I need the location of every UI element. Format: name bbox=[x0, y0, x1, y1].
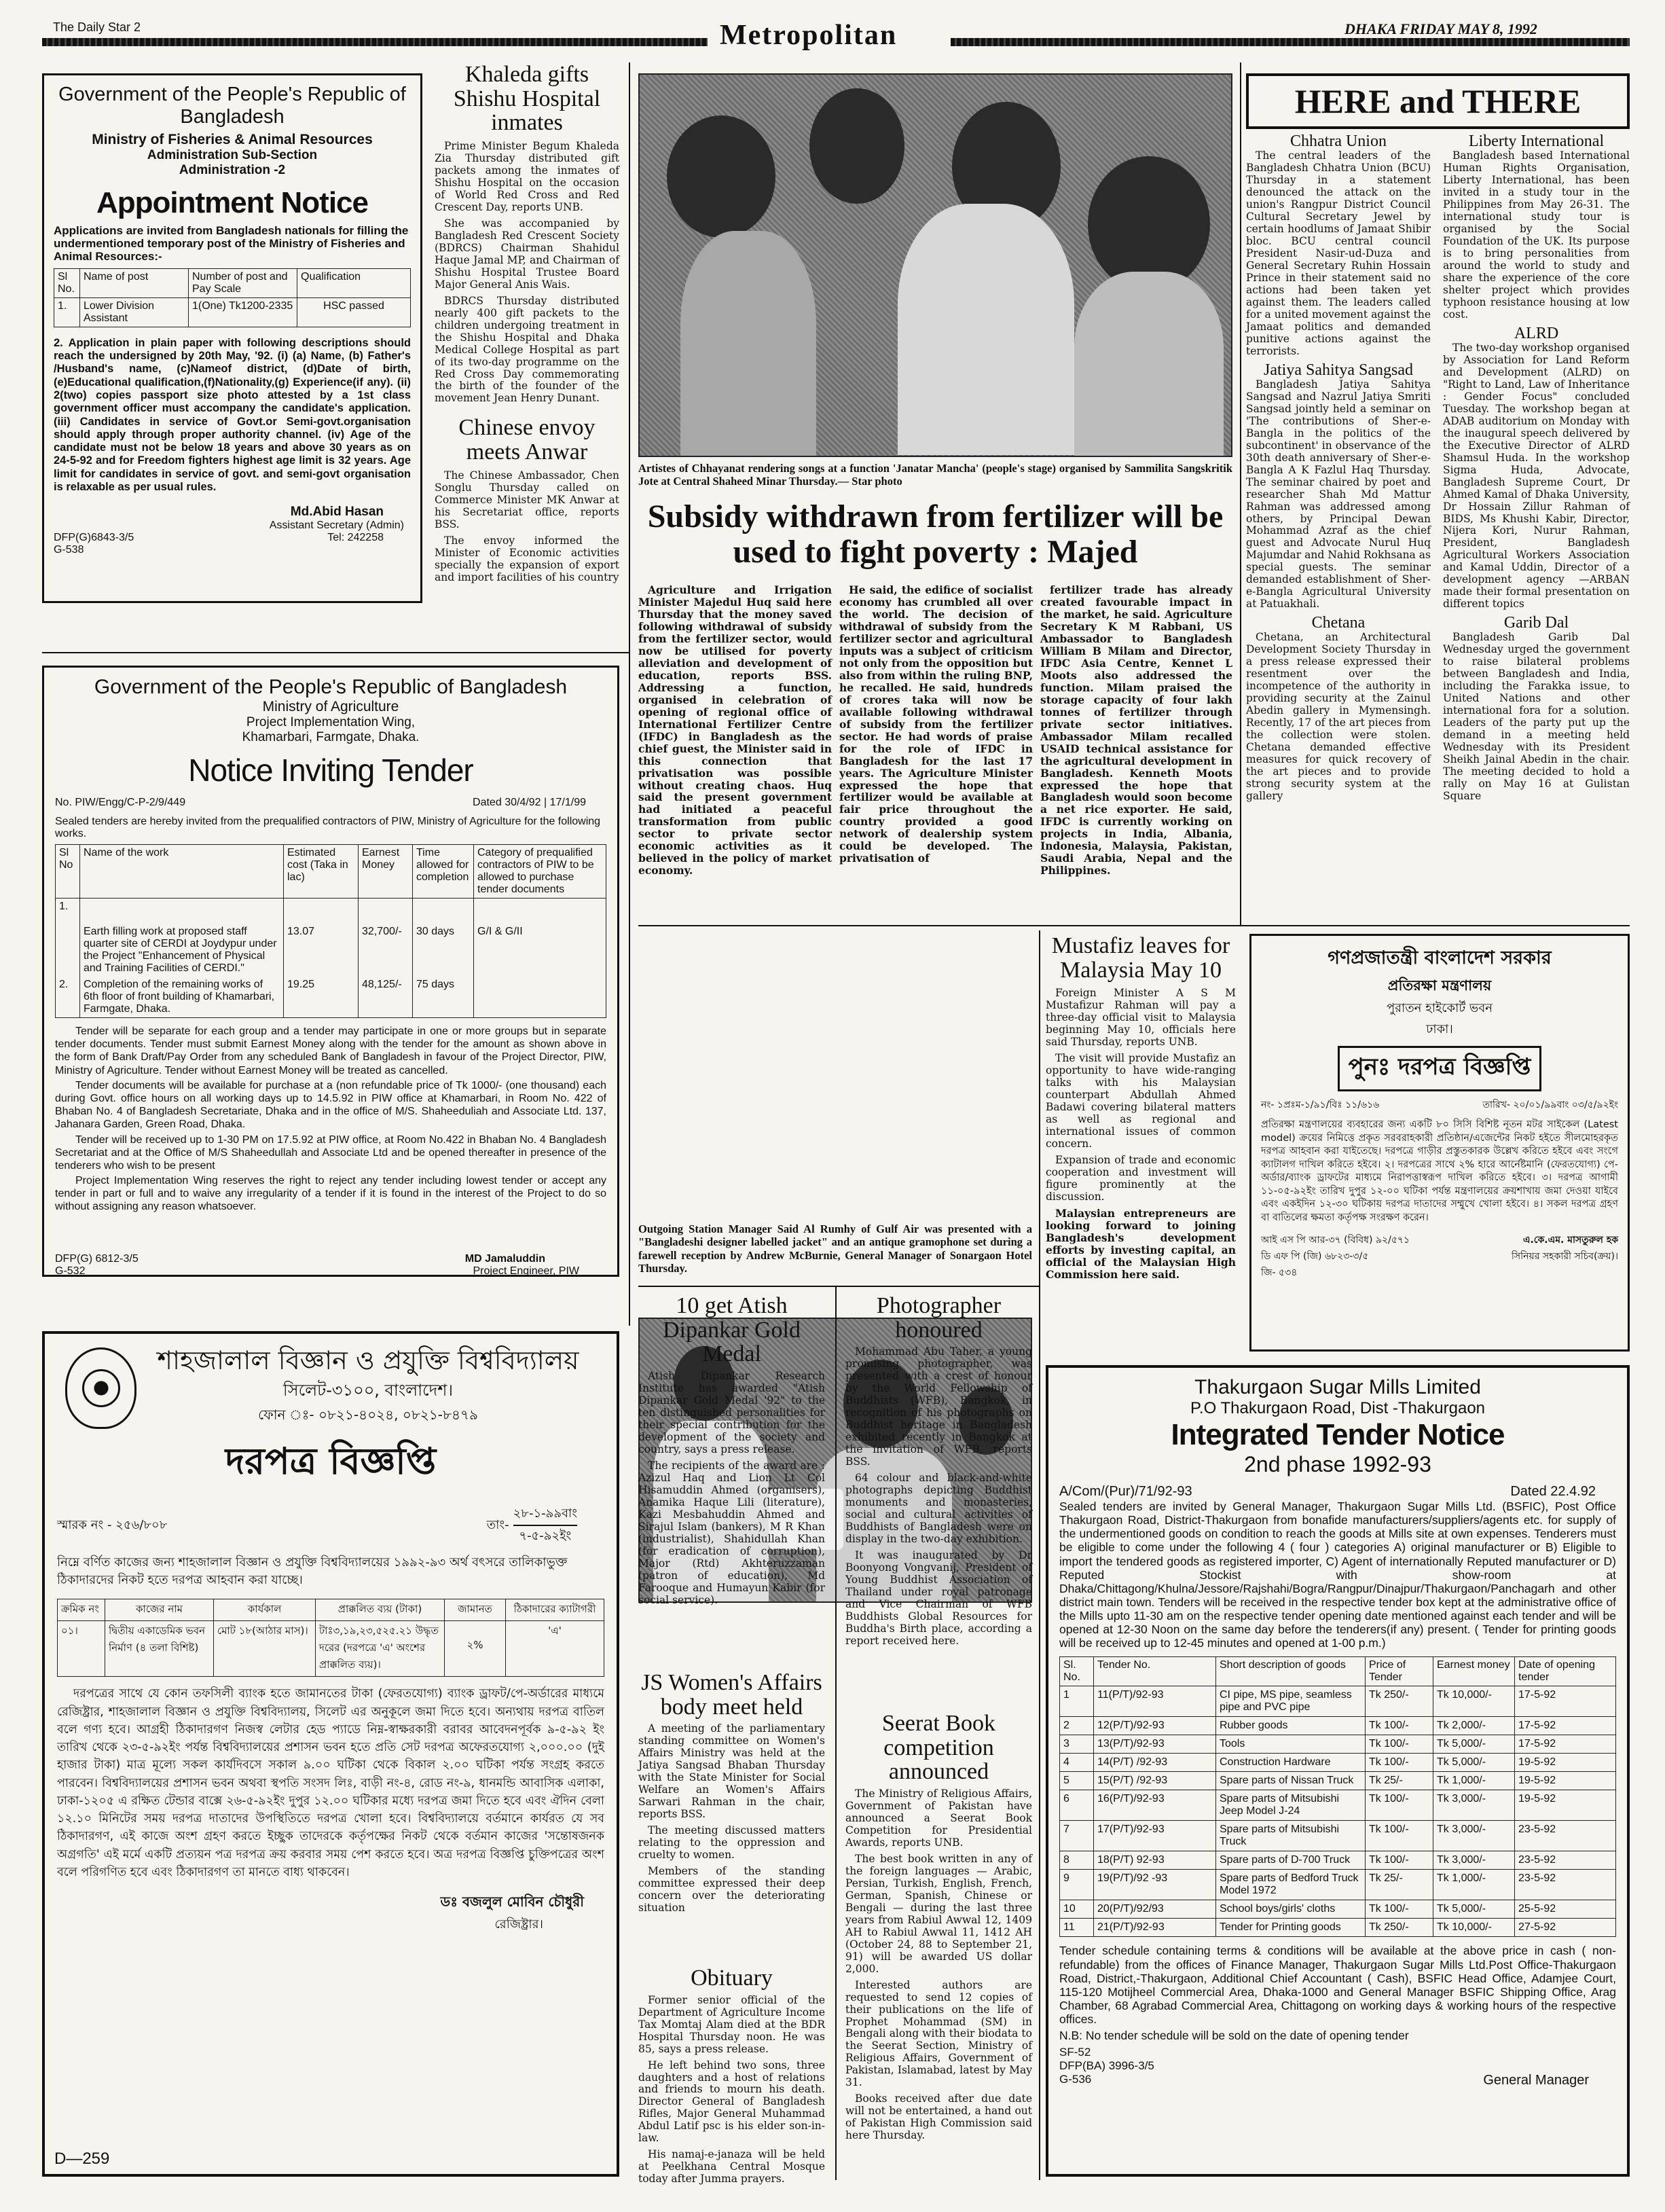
table-cell: Tools bbox=[1216, 1735, 1366, 1754]
defence-tender-ad bbox=[1249, 934, 1630, 1352]
table-header: কার্যকাল bbox=[214, 1599, 316, 1621]
row-rule bbox=[638, 1286, 1039, 1287]
column-rule bbox=[835, 1287, 837, 2180]
table-cell: Spare parts of D-700 Truck bbox=[1216, 1851, 1366, 1870]
ad-body: 2. Application in plain paper with following descriptions should reach the undersigned by 20th May, '92. (i) (a) Name, (b) Father's /Husband's name, (c)Nameof district, (d)Date of birth, (e)Educational qualification,(f)Nationality,(g) Experience(if any). (ii) 2(two) copies passport size photo attested by a 1st class government officer must accompany the candidate's application. (iii) Candidates in service of Govt.or Semi-govt.organisation should apply through proper authority channel. (iv) Age of the candidate must not be below 18 years and above 30 years as on 24-5-92 and for Freedom fighters highest age limit is 32 years. Age limit for candidates in service of govt. and semi-govt organisation is relaxable as per usual rules. bbox=[54, 336, 411, 494]
mustafiz-p1: Foreign Minister A S M Mustafizur Rahman will pay a three-day official visit to Malaysia beginning May 10, officials here said Thursday, reports UNB. bbox=[1046, 987, 1236, 1049]
table-row bbox=[1060, 1772, 1616, 1790]
photographer-p3: It was inaugurated by Dr Boonyong Vongvanij, President of Young Buddhist Association of Thailand under royal patronage and Vice Chairman of WFB Buddhists Global Resources for Buddha's Birth place, according a report received here. bbox=[845, 1548, 1032, 1647]
table-cell: Tk 10,000/- bbox=[1433, 1686, 1515, 1717]
mustafiz-headline: Mustafiz leaves for Malaysia May 10 bbox=[1051, 933, 1230, 983]
university-logo bbox=[65, 1347, 136, 1429]
table-cell: 19(P/T)/92 -93 bbox=[1094, 1870, 1216, 1900]
section-title: Metropolitan bbox=[720, 20, 898, 51]
table-cell: 20(P/T)/92/93 bbox=[1094, 1900, 1216, 1919]
table-cell: 19.25 bbox=[284, 977, 359, 1018]
ad-designation: Assistant Secretary (Admin) bbox=[269, 520, 404, 532]
table-header: Name of the work bbox=[80, 845, 284, 899]
js-women-story bbox=[638, 1671, 825, 1915]
table-cell: Lower Division Assistant bbox=[80, 297, 189, 327]
ad-ref: DFP(BA) 3996-3/5 bbox=[1059, 2059, 1154, 2073]
ad-wing: Project Implementation Wing, bbox=[246, 715, 416, 729]
ad-sub1: Administration Sub-Section bbox=[147, 147, 318, 162]
seerat-p1: The Ministry of Religious Affairs, Government of Pakistan have announced a Seerat Book Competition for Presidential Awards, reports UNB. bbox=[845, 1788, 1032, 1849]
seerat-p2: The best book written in any of the foreign languages — Arabic, Persian, Turkish, English, French, German, Spanish, Chinese or Bengali — during the last three years from Rabiul Awwal 12, 1409 AH to Rabiul Awwal 11, 1412 AH (October 24, 88 to September 21, 91) will be awarded US dollar 2,000. bbox=[845, 1852, 1032, 1975]
table-header: Short description of goods bbox=[1216, 1657, 1366, 1686]
item-head: Chhatra Union bbox=[1290, 132, 1387, 150]
table-cell: Tk 5,000/- bbox=[1433, 1900, 1515, 1919]
ad-org: Government of the People's Republic of Bangladesh bbox=[58, 84, 406, 128]
mustafiz-p3: Expansion of trade and economic cooperation and investment will figure prominently at the discussion. bbox=[1046, 1153, 1236, 1203]
table-cell: দ্বিতীয় একাডেমিক ভবন নির্মাণ (৪ তলা বিশিষ্ট) bbox=[105, 1621, 214, 1677]
ad-signer: General Manager bbox=[1483, 2073, 1589, 2088]
table-cell: Earth filling work at proposed staff quarter site of CERDI at Joydypur under the Project "Enhancement of Physical and Training Facilities of CERDI." bbox=[80, 899, 284, 977]
table-cell: Tk 25/- bbox=[1366, 1772, 1433, 1790]
dated-label: Dated bbox=[473, 797, 502, 808]
fisheries-appointment-ad bbox=[42, 73, 422, 603]
table-cell: 27-5-92 bbox=[1515, 1919, 1616, 1937]
ad-sub2: Administration -2 bbox=[179, 162, 286, 177]
table-header: Price of Tender bbox=[1366, 1657, 1433, 1686]
tender-table bbox=[1059, 1656, 1616, 1937]
subsidy-text-1: Agriculture and Irrigation Minister Majedul Huq said here Thursday that the money saved following withdrawal of subsidy from the fertilizer sector, would now be utilised for poverty alleviation and development of education, reports BSS. Addressing a function, organised in celebration of opening of regional office of International Fertilizer Centre (IFDC) in Bangladesh as the chief guest, the Minister said in this connection that privatisation was possible without creating chaos. Huq said the present government had initiated a peaceful transformation from public sector to private sector economic activities as it believed in the policy of market economy. bbox=[638, 583, 832, 877]
table-cell: Tk 1,000/- bbox=[1433, 1870, 1515, 1900]
table-cell: School boys/girls' cloths bbox=[1216, 1900, 1366, 1919]
table-cell: 14(P/T) /92-93 bbox=[1094, 1754, 1216, 1772]
khaleda-p2: She was accompanied by Bangladesh Red Crescent Society (BDRCS) Chairman Shahidul Haque Jamal MP, and Chairman of Shishu Hospital Trustee Board Major General Anis Wais. bbox=[435, 217, 619, 291]
table-row bbox=[1060, 1821, 1616, 1851]
item-text: Bangladesh Garib Dal Wednesday urged the government to raise bilateral problems between Bangladesh and India, including the Farakka issue, to United Nations and other international fora for a solution. Leaders of the party put up the demand in a meeting held Wednesday with its President Sheikh Jainal Abedin in the chair. The meeting decided to hold a rally on May 16 at Gulistan Square bbox=[1443, 631, 1630, 803]
table-row bbox=[1060, 1717, 1616, 1735]
ad-ministry: Ministry of Agriculture bbox=[262, 699, 399, 714]
ad-signer: এ.কে.এম. মাসতুরুল হক bbox=[1522, 1234, 1618, 1246]
table-cell: 18(P/T) 92-93 bbox=[1094, 1851, 1216, 1870]
table-cell: 23-5-92 bbox=[1515, 1851, 1616, 1870]
envoy-p2: The envoy informed the Minister of Economic activities specially the expansion of export and import facilities of his country bbox=[435, 534, 619, 583]
table-cell: 16(P/T)/92-93 bbox=[1094, 1790, 1216, 1821]
sugar-mills-tender-ad bbox=[1046, 1365, 1630, 2177]
table-header: ক্রমিক নং bbox=[58, 1599, 105, 1621]
table-cell: মোট ১৮(আঠার মাস)। bbox=[214, 1621, 316, 1677]
works-table bbox=[55, 844, 606, 1018]
table-header: Name of post bbox=[80, 268, 189, 297]
table-cell: 4 bbox=[1060, 1754, 1094, 1772]
table-cell: Tk 5,000/- bbox=[1433, 1735, 1515, 1754]
atish-headline: 10 get Atish Dipankar Gold Medal bbox=[662, 1293, 801, 1367]
ad-ref: আই এস পি আর-৩৭ (বিবিধ) ৯২/৫৭১ bbox=[1261, 1234, 1410, 1246]
table-header: Sl No bbox=[56, 845, 80, 899]
table-cell: CI pipe, MS pipe, seamless pipe and PVC pipe bbox=[1216, 1686, 1366, 1717]
js-p2: The meeting discussed matters relating to the oppression and cruelty to women. bbox=[638, 1824, 825, 1862]
table-header: Sl No. bbox=[54, 268, 80, 297]
table-cell: Spare parts of Bedford Truck Model 1972 bbox=[1216, 1870, 1366, 1900]
ad-body: প্রতিরক্ষা মন্ত্রণালয়ের ব্যবহারের জন্য একটি ৮০ সিসি বিশিষ্ট নূতন মটর সাইকেল (Latest model) ক্রয়ের নিমিত্তে প্রকৃত সরবরাহকারী প্রতিষ্ঠান/এজেন্টের নিকট হইতে সীলমোহরকৃত দরপত্র আহবান করা যাইতেছে। দরপত্রে গাড়ীর প্রস্তুতকারক উল্লেখ করিতে হইবে এবং সংগে ক্যাটালগ দাখিল করিতে হইবে। ২। দরপত্রের সাথে ২% হারে আর্নেষ্টমানি (ফেরতযোগ্য) পে-অর্ডার/ব্যাংক ড্রাফটের মাধ্যমে নিরাপত্তাস্বরূপ দাখিল করিতে হইবে। ৩। দরপত্র আগামী ১১-০৫-৯২ইং তারিখ দুপুর ১২-০০ ঘটিকা পর্যন্ত মন্ত্রণালয়ের ক্রয়শাখায় জমা দেওয়া যাইবে এবং একইদিন ১২-৩০ ঘটিকায় দরপত্র দাতাদের সম্মুখে খোলা হইবে। ৪। সকল দরপত্র গ্রহণ বা বাতিলের ক্ষমতা কর্তৃপক্ষ সংরক্ষণ করেন। bbox=[1261, 1119, 1618, 1223]
top-photo-caption: Artistes of Chhayanat rendering songs at a function 'Janatar Mancha' (people's stage) organised by Sammilita Sangskritik Jote at Central Shaheed Minar Thursday.— Star photo bbox=[638, 462, 1232, 488]
table-cell: 6 bbox=[1060, 1790, 1094, 1821]
table-header: Date of opening tender bbox=[1515, 1657, 1616, 1686]
date-bangla: ২৮-১-৯৯বাং bbox=[513, 1504, 577, 1526]
table-cell: Spare parts of Mitsubishi Jeep Model J-24 bbox=[1216, 1790, 1366, 1821]
table-row bbox=[1060, 1870, 1616, 1900]
table-cell: 5 bbox=[1060, 1772, 1094, 1790]
item-text: The two-day workshop organised by Association for Land Reform and Development (ALRD) on "Right to Land, Law of Inheritance : Gender Focus" concluded Tuesday. The workshop began at ADAB auditorium on Monday with the inaugural speech delivered by the Executive Director of ALRD Shamsul Huda. In the workshop Sigma Huda, Advocate, Bangladesh Supreme Court, Dr Ahmed Kamal of Dhaka University, Dr Hossain Zillur Rahman of BIDS, Ms Khushi Kabir, Director, Nijera Kori, Nurur Rahman, President, Bangladesh Agricultural Workers Association and Kamal Uddin, Director of a development agency —ARBAN made their formal presentation on different topics bbox=[1443, 341, 1630, 611]
table-row bbox=[56, 899, 606, 977]
ad-tel: Tel: 242258 bbox=[327, 532, 384, 544]
js-p3: Members of the standing committee expressed their deep concern over the deteriorating situation bbox=[638, 1865, 825, 1914]
ad-address: পুরাতন হাইকোর্ট ভবন bbox=[1386, 1001, 1493, 1015]
item-head: Liberty International bbox=[1468, 132, 1605, 150]
ad-designation: রেজিষ্ট্রার। bbox=[494, 1917, 543, 1932]
table-header-row bbox=[1060, 1657, 1616, 1686]
table-header: Earnest money bbox=[1433, 1657, 1515, 1686]
seerat-headline: Seerat Book competition announced bbox=[881, 1711, 996, 1785]
ad-city: সিলেট-৩১০০, বাংলাদেশ। bbox=[282, 1381, 454, 1400]
table-header: জামানত bbox=[445, 1599, 506, 1621]
table-cell: G/I & G/II bbox=[474, 899, 606, 977]
ad-ref: A/Com/(Pur)/71/92-93 bbox=[1059, 1484, 1192, 1499]
ad-address: P.O Thakurgaon Road, Dist -Thakurgaon bbox=[1190, 1399, 1486, 1417]
subsidy-col-2 bbox=[839, 584, 1033, 865]
post-table bbox=[54, 268, 411, 327]
table-cell: 1. bbox=[56, 899, 80, 977]
photographer-p2: 64 colour and black-and-white photographs depicting Buddhist monuments and monasteries, social and cultural activities of Buddhists of Bangladesh were on display in the two-day exhibition. bbox=[845, 1472, 1032, 1545]
ad-date: Dated 22.4.92 bbox=[1510, 1484, 1596, 1499]
photographer-story bbox=[845, 1294, 1032, 1648]
table-cell: 13.07 bbox=[284, 899, 359, 977]
table-cell: Tk 250/- bbox=[1366, 1686, 1433, 1717]
ad-ref: No. PIW/Engg/C-P-2/9/449 bbox=[55, 797, 186, 808]
ad-ref: ডি এফ পি (জি) ৬৮২৩-৩/৫ bbox=[1261, 1250, 1369, 1262]
obituary-p3: His namaj-e-janaza will be held at Peelkhana Central Mosque today after Jumma prayers. bbox=[638, 2148, 825, 2186]
table-cell: 3 bbox=[1060, 1735, 1094, 1754]
ad-designation: সিনিয়র সহকারী সচিব(ক্রয়)। bbox=[1511, 1250, 1618, 1262]
seerat-p3: Interested authors are requested to send 12 copies of their publications on the life of Prophet Mohammad (SM) in Bengali along with their biodata to the Seerat Section, Ministry of Religious Affairs, Government of Pakistan, Islamabad, latest by May 31. bbox=[845, 1978, 1032, 2089]
mustafiz-story bbox=[1046, 934, 1236, 1281]
ad-signer: Md.Abid Hasan bbox=[290, 505, 384, 520]
ad-ref: নং- ১প্রঃম-১/৯১/বিঃ ১১/৬১৬ bbox=[1261, 1100, 1380, 1110]
column-rule bbox=[1039, 930, 1040, 2180]
ad-ref: SF-52 bbox=[1059, 2046, 1091, 2059]
table-cell: Tender for Printing goods bbox=[1216, 1919, 1366, 1937]
agriculture-tender-ad bbox=[42, 666, 619, 1277]
ad-body: দরপত্রের সাথে যে কোন তফসিলী ব্যাংক হতে জামানতের টাকা (ফেরতযোগ্য) ব্যাংক ড্রাফট/পে-অর্ডারের মাধ্যমে রেজিষ্ট্রার, শাহজালাল বিজ্ঞান ও প্রযুক্তি বিশ্ববিদ্যালয়, সিলেট এর অনুকূলে জমা দিতে হবে। অন্যথায় দরপত্র বাতিল বলে গণ্য হবে। আগ্রহী ঠিকাদারগণ নিজস্ব লেটার হেড প্যাডে নিম্ন-স্বাক্ষরকারী বরাবর আবেদনপূর্বক ৯-৫-৯২ ইং তারিখ থেকে ২৩-৫-৯২ইং পর্যন্ত বিশ্ববিদ্যালয়ের প্রশাসন ভবন হতে প্রতি সেট দরপত্র অফেরতযোগ্য ২,০০০.০০ (দুই হাজার টাকা) মাত্র মূল্যে সকল কার্যদিবসে সকাল ৯.০০ ঘটিকা থেকে বিকাল ২.০০ ঘটিকা পর্যন্ত সংগ্রহ করতে পারবেন। বিশ্ববিদ্যালয়ের প্রশাসন ভবন অথবা স্থপতি সংসদ লিঃ, বাড়ী নং-৪, রোড নং-৯, ধানমন্ডি আবাসিক এলাকা, ঢাকা-১২০৫ এ রক্ষিত টেন্ডার বাক্সে ২৬-৫-৯২ইং দুপুর ১২.০০ ঘটিকার মধ্যে দরপত্র জমা দিতে হবে এবং ঐদিন বেলা ১২.১০ মিনিটের সময় দরপত্র দাতাদের উপস্থিতিতে দরপত্র খোলা হবে। বিশ্ববিদ্যালয়ে বর্তমানে কার্যরত যে সব ঠিকাদারগণ, এই কাজে অংশ গ্রহণ করতে ইচ্ছুক তাদেরকে কর্তৃপক্ষের নিকট থেকে বর্তমান কাজের 'সন্তোষজনক অগ্রগতি' এই মর্মে একটি প্রত্যয়ন পত্র দরপত্র ক্রয় করবার সময় পেশ করতে হবে। অত্র দরপত্র বিজ্ঞপ্তি চুক্তিপত্রের অংশ বলে পরিগণিত হবে এবং ঠিকাদারগণ তা মানতে বাধ্য থাকবেন। bbox=[57, 1687, 604, 1879]
ad-date: তারিখ- ২০/০১/৯৯বাং ০৩/৫/৯২ইং bbox=[1482, 1100, 1618, 1110]
table-cell: 19-5-92 bbox=[1515, 1754, 1616, 1772]
sust-tender-ad bbox=[42, 1331, 619, 2177]
subsidy-headline: Subsidy withdrawn from fertilizer will be used to fight poverty : Majed bbox=[647, 498, 1224, 570]
ad-para: Tender documents will be available for purchase at a (non refundable price of Tk 1000/- (one thousand) each during Govt. office hours on all working days up to 14.5.92 in PIW office at Khamarbari, in Room No. 422 of Bhaban No. 4 of Bangladesh Secretariate, Dhaka and in the office of M/S. Shaheeduliah and Associate Ltd. 137, Jahanara Garden, Green Road, Dhaka. bbox=[55, 1079, 606, 1131]
ad-title: Appointment Notice bbox=[96, 185, 368, 219]
ad-memo: স্মারক নং - ২৫৬/৮০৮ bbox=[57, 1517, 168, 1532]
table-row bbox=[1060, 1686, 1616, 1717]
table-cell: 12(P/T)/92-93 bbox=[1094, 1717, 1216, 1735]
here-there-title: HERE and THERE bbox=[1294, 82, 1581, 120]
subsidy-text-3: fertilizer trade has already created favourable impact in the market, he said. Agriculture Secretary K M Rabbani, US Ambassador to Bangladesh William B Milam and Director, IFDC Asia Centre, Kennet L Moots also addressed the function. Milam praised the storage capacity of four lakh tonnes of fertilizer through private sector initiatives. Ambassador Milam recalled USAID technical assistance for the agricultural development in Bangladesh. Kenneth Moots expressed the hope that Bangladesh would soon become a net rice exporter. He said, IFDC is currently working on projects in India, Albania, Indonesia, Malaysia, Pakistan, Saudi Arabia, Nepal and the Philippines. bbox=[1040, 583, 1232, 877]
table-header: Number of post and Pay Scale bbox=[189, 268, 297, 297]
table-header: Estimated cost (Taka in lac) bbox=[284, 845, 359, 899]
table-row bbox=[54, 297, 411, 327]
table-header-row bbox=[56, 845, 606, 899]
table-cell: 7 bbox=[1060, 1821, 1094, 1851]
ad-code: D—259 bbox=[54, 2150, 110, 2168]
subsidy-text-2: He said, the edifice of socialist economy has crumbled all over the world. The decision of withdrawal of subsidy from the fertilizer sector and agricultural inputs was a subject of criticism not only from the opposition but also from within the ruling BNP, he recalled. He said, hundreds of crores taka will now be available following withdrawal of subsidy from the fertilizer sector. He had words of praise for the role of IFDC in Bangladesh for the last 17 years. The Agriculture Minister expressed the hope that fertilizer would be available at fair price throughout the country provided a good network of dealership system could be developed. The privatisation of bbox=[839, 583, 1033, 865]
js-headline: JS Women's Affairs body meet held bbox=[641, 1670, 822, 1720]
table-row bbox=[56, 977, 606, 1018]
table-cell: Tk 2,000/- bbox=[1433, 1717, 1515, 1735]
obituary-headline: Obituary bbox=[691, 1965, 773, 1991]
table-cell: 30 days bbox=[413, 899, 474, 977]
ad-intro: Sealed tenders are hereby invited from the prequalified contractors of PIW, Ministry of Agriculture for the following works. bbox=[55, 816, 601, 839]
masthead-rule-left bbox=[42, 38, 708, 46]
paper-name: The Daily Star 2 bbox=[53, 20, 141, 34]
table-cell: Tk 10,000/- bbox=[1433, 1919, 1515, 1937]
ad-note: N.B: No tender schedule will be sold on the date of opening tender bbox=[1059, 2029, 1409, 2043]
item-head: Chetana bbox=[1311, 614, 1366, 632]
table-cell: ০১। bbox=[58, 1621, 105, 1677]
khaleda-headline: Khaleda gifts Shishu Hospital inmates bbox=[453, 62, 601, 136]
table-cell: Tk 250/- bbox=[1366, 1919, 1433, 1937]
date-english: ৭-৫-৯২ইং bbox=[519, 1529, 572, 1544]
table-row bbox=[1060, 1919, 1616, 1937]
subsidy-col-3 bbox=[1040, 584, 1232, 877]
works-table bbox=[57, 1599, 604, 1677]
table-cell: 17-5-92 bbox=[1515, 1735, 1616, 1754]
date-label: তাং- bbox=[486, 1517, 509, 1532]
table-cell bbox=[474, 977, 606, 1018]
table-cell: 8 bbox=[1060, 1851, 1094, 1870]
item-head: ALRD bbox=[1514, 324, 1559, 342]
ad-intro: Applications are invited from Bangladesh nationals for filling the undermentioned temporary post of the Ministry of Fisheries and Animal Resources:- bbox=[54, 223, 409, 263]
table-cell: Tk 3,000/- bbox=[1433, 1790, 1515, 1821]
here-there-col-1 bbox=[1246, 133, 1431, 803]
ad-ref-code: G-538 bbox=[54, 544, 84, 556]
table-cell: Tk 100/- bbox=[1366, 1717, 1433, 1735]
table-cell: 13(P/T)/92-93 bbox=[1094, 1735, 1216, 1754]
ad-company: Thakurgaon Sugar Mills Limited bbox=[1194, 1376, 1481, 1398]
table-cell: 21(P/T)/92-93 bbox=[1094, 1919, 1216, 1937]
table-cell: 23-5-92 bbox=[1515, 1821, 1616, 1851]
obituary-p1: Former senior official of the Department of Agriculture Income Tax Momtaj Alam died at the BDR Hospital Thursday noon. He was 85, says a press release. bbox=[638, 1993, 825, 2055]
envoy-p1: The Chinese Ambassador, Chen Songlu Thursday called on Commerce Minister MK Anwar at his Secretariat office, reports BSS. bbox=[435, 469, 619, 530]
ad-org: Government of the People's Republic of Bangladesh bbox=[94, 676, 568, 698]
table-cell: 11(P/T)/92-93 bbox=[1094, 1686, 1216, 1717]
table-header: Tender No. bbox=[1094, 1657, 1216, 1686]
table-row bbox=[1060, 1790, 1616, 1821]
table-cell: 75 days bbox=[413, 977, 474, 1018]
ad-para: Project Implementation Wing reserves the right to reject any tender including lowest tender or accept any tender in part or full and to waive any irregularity of a tender if it is found in the interest of the Project to do so without assigning any reason whatsoever. bbox=[55, 1175, 606, 1213]
table-header: Qualification bbox=[297, 268, 411, 297]
ad-ref: DFP(G) 6812-3/5 bbox=[55, 1252, 139, 1265]
table-header: Category of prequalified contractors of PIW to be allowed to purchase tender documents bbox=[474, 845, 606, 899]
table-header: ঠিকাদারের ক্যাটাগরী bbox=[506, 1599, 604, 1621]
table-cell: Tk 25/- bbox=[1366, 1870, 1433, 1900]
ad-footer: Tender schedule containing terms & conditions will be available at the above price in cash ( non-refundable) from the offices of Finance Manager, Thakurgaon Sugar Mills Ltd.Post Office-Thakurgaon Road, District,-Thakurgaon, Additional Chief Accountant ( Cash), BSFIC Head Office, Adamjee Court, 115-120 Motijheel Commercial Area, Dhaka-1000 and General Manager BSFIC Shipping Office, Arag Chamber, 68 Agrabad Commercial Area, Chittagong on working days & working hours of the respective offices. bbox=[1059, 1944, 1616, 2026]
masthead-rule-right bbox=[951, 38, 1630, 46]
table-cell: 1(One) Tk1200-2335 bbox=[189, 297, 297, 327]
mid-photo-caption: Outgoing Station Manager Said Al Rumhy of Gulf Air was presented with a "Bangladeshi designer labelled jacket" and an antique gramophone set during a farewell reception by Andrew McBurnie, General Manager of Sonargaon Hotel Thursday. bbox=[638, 1222, 1032, 1275]
atish-p2: The recipients of the award are : Azizul Haq and Lion Lt Col Hisamuddin Ahmed (organisers), Anamika Haque Lili (literature), Kazi Mesbahuddin Ahmed and Sirajul Islam (bankers), M R Khan (industrialist), Shahidullah Khan (for eradication of corruption), Major (Rtd) Akhteruzzaman (patron of education), Md Farooque and Humayun Kabir (for social service). bbox=[638, 1459, 825, 1606]
photographer-headline: Photographer honoured bbox=[876, 1293, 1002, 1343]
column-rule bbox=[1240, 62, 1241, 925]
table-cell: Rubber goods bbox=[1216, 1717, 1366, 1735]
khaleda-p1: Prime Minister Begum Khaleda Zia Thursday distributed gift packets among the inmates of Shishu Hospital on the occasion of World Red Cross and Red Crescent Day, reports UNB. bbox=[435, 140, 619, 213]
table-cell: 32,700/- bbox=[359, 899, 413, 977]
ad-phone: ফোন ঃ- ০৮২১-৪০২৪, ০৮২১-৮৪৭৯ bbox=[258, 1407, 478, 1424]
js-p1: A meeting of the parliamentary standing committee on Women's Affairs Ministry was held at the Jatiya Sangsad Bhaban Thursday with the State Minister for Social Welfare an Women's Affairs Sarwari Rahman in the chair, reports BSS. bbox=[638, 1722, 825, 1821]
table-cell: 2 bbox=[1060, 1717, 1094, 1735]
ad-ref: জি- ৫৩৪ bbox=[1261, 1267, 1298, 1278]
ad-org: শাহজালাল বিজ্ঞান ও প্রযুক্তি বিশ্ববিদ্যালয় bbox=[157, 1345, 579, 1375]
table-header-row bbox=[54, 268, 411, 297]
obituary-p2: He left behind two sons, three daughters and a host of relations and friends to mourn his death. Director General of Bangladesh Rifles, Major General Muhammad Abdul Latif psc is his elder son-in-law. bbox=[638, 2059, 825, 2145]
table-cell: 1 bbox=[1060, 1686, 1094, 1717]
ad-address: Khamarbari, Farmgate, Dhaka. bbox=[242, 730, 420, 744]
table-header: প্রাক্কলিত ব্যয় (টাকা) bbox=[316, 1599, 445, 1621]
ad-title: Integrated Tender Notice bbox=[1171, 1418, 1505, 1451]
ad-ministry: প্রতিরক্ষা মন্ত্রণালয় bbox=[1387, 977, 1492, 994]
table-cell: Tk 5,000/- bbox=[1433, 1754, 1515, 1772]
ad-phase: 2nd phase 1992-93 bbox=[1244, 1452, 1431, 1476]
chhayanat-photo bbox=[638, 73, 1232, 457]
table-header: Earnest Money bbox=[359, 845, 413, 899]
table-cell: 11 bbox=[1060, 1919, 1094, 1937]
ad-para: Tender will be separate for each group and a tender may participate in one or more groups but in separate tender documents. Tender must submit Earnest Money along with the tender for the amount as shown above in the form of Bank Draft/Pay Order from any scheduled Bank of Bangladesh in favour of the Project Director, PIW, Ministry of Agriculture. Tender without Earnest Money will be treated as cancelled. bbox=[55, 1026, 606, 1076]
table-cell: Tk 100/- bbox=[1366, 1900, 1433, 1919]
mustafiz-p4: Malaysian entrepreneurs are looking forward to joining Bangladesh's development efforts by investing capital, an official of the Malaysian High Commission here said. bbox=[1046, 1206, 1236, 1281]
table-cell: 19-5-92 bbox=[1515, 1772, 1616, 1790]
dated-value: 30/4/92 | 17/1/99 bbox=[505, 797, 586, 808]
table-cell: 2. bbox=[56, 977, 80, 1018]
table-header: Sl. No. bbox=[1060, 1657, 1094, 1686]
table-row bbox=[58, 1621, 604, 1677]
here-there-banner bbox=[1246, 73, 1630, 129]
atish-story bbox=[638, 1294, 825, 1606]
table-cell: Tk 100/- bbox=[1366, 1754, 1433, 1772]
table-cell: 9 bbox=[1060, 1870, 1094, 1900]
ad-city: ঢাকা। bbox=[1426, 1022, 1453, 1036]
ad-intro: Sealed tenders are invited by General Manager, Thakurgaon Sugar Mills Ltd. (BSFIC), Post Office Thakurgaon Road, District-Thakurgaon from bonafide manufacturers/suppliers/agents etc. for supply of the undermentioned goods on condition to reach the goods at Mills site at own expenses. Tenderers must be eligible to come under the following 4 ( four ) categories A) original manufacturer or B) Eligible to import the tendered goods as registered importer, C) Agent of internationally Reputed manufacturer or D) Reputed Stockist with show-room at Dhaka/Chittagong/Khulna/Jessore/Rajshahi/Bogra/Rangpur/Dinajpur/Thakurgaon/Panchagarh and other district main town. Tenders will be received in the respective tender box kept at the administrative office of the Mills upto 11-30 am on the respective tender opening date mentioned against each tender and will be opened at 12-30 Noon on the same day before the tenderers(if any) present. ( Tender for printing goods will be received up to 12-45 minutes and opened at 1-00 p.m.) bbox=[1059, 1500, 1616, 1650]
table-cell: Tk 1,000/- bbox=[1433, 1772, 1515, 1790]
table-row bbox=[1060, 1851, 1616, 1870]
ad-ref-code: G-532 bbox=[55, 1265, 86, 1277]
table-row bbox=[1060, 1754, 1616, 1772]
table-cell: Tk 100/- bbox=[1366, 1851, 1433, 1870]
mustafiz-p2: The visit will provide Mustafiz an opportunity to have wide-ranging talks with his Malaysian counterpart Abdullah Ahmed Badawi covering bilateral matters as well as regional and international issues of common concern. bbox=[1046, 1052, 1236, 1150]
table-cell: Tk 3,000/- bbox=[1433, 1821, 1515, 1851]
item-head: Jatiya Sahitya Sangsad bbox=[1264, 361, 1413, 379]
table-cell: Tk 100/- bbox=[1366, 1821, 1433, 1851]
atish-p1: Atish Dipankar Research Institute has awarded "Atish Dipankar Gold Medal '92" to the ten distinguished personalities for their special contribution for the development of the society and country, says a press release. bbox=[638, 1370, 825, 1455]
ad-para: Tender will be received up to 1-30 PM on 17.5.92 at PIW office, at Room No.422 in Bhaban No. 4 Bangladesh Secretariat and at the Office of M/S Shaheedullah and Associate Ltd and be opened thereafter in presence of the tenderers who wish to be present bbox=[55, 1134, 606, 1172]
ad-title: দরপত্র বিজ্ঞপ্তি bbox=[225, 1440, 437, 1483]
table-cell: 17(P/T)/92-93 bbox=[1094, 1821, 1216, 1851]
table-cell: 23-5-92 bbox=[1515, 1870, 1616, 1900]
item-text: Chetana, an Architectural Development Society Thursday in a press release expressed their resentment over the incompetence of the authority in providing security at the Zainul Abedin gallery in Mymensingh. Recently, 17 of the art pieces from the collection were stolen. Chetana demanded effective measures for quick recovery of the art pieces and to provide strong security system at the gallery bbox=[1246, 631, 1431, 803]
khaleda-story bbox=[435, 62, 619, 584]
khaleda-p3: BDRCS Thursday distributed nearly 400 gift packets to the children undergoing treatment in the Shishu Hospital and Dhaka Medical College Hospital as part of its two-day programme on the Red Cross Day commemorating the birth of the founder of the movement Jean Henry Dunant. bbox=[435, 294, 619, 405]
table-cell: 17-5-92 bbox=[1515, 1717, 1616, 1735]
table-cell: 'এ' bbox=[506, 1621, 604, 1677]
subsidy-col-1 bbox=[638, 584, 832, 877]
ad-title: Notice Inviting Tender bbox=[188, 753, 473, 788]
table-cell: Construction Hardware bbox=[1216, 1754, 1366, 1772]
table-cell: 25-5-92 bbox=[1515, 1900, 1616, 1919]
table-header: Time allowed for completion bbox=[413, 845, 474, 899]
table-cell: 17-5-92 bbox=[1515, 1686, 1616, 1717]
dateline: DHAKA FRIDAY MAY 8, 1992 bbox=[1344, 20, 1537, 37]
table-header: কাজের নাম bbox=[105, 1599, 214, 1621]
photographer-p1: Mohammad Abu Taher, a young promising photographer, was presented with a crest of honour by the World Fellowship of Buddhists (WFB), Bangkok, in recognition of his photographs on Buddhist heritage in Bangladesh exhibited recently in Bangkok at the invitation of WFB, reports BSS. bbox=[845, 1345, 1032, 1468]
column-rule bbox=[629, 62, 630, 1326]
ad-designation: Project Engineer, PIW bbox=[473, 1265, 579, 1277]
table-cell: 19-5-92 bbox=[1515, 1790, 1616, 1821]
item-head: Garib Dal bbox=[1503, 614, 1569, 632]
table-cell: Spare parts of Nissan Truck bbox=[1216, 1772, 1366, 1790]
table-cell: 10 bbox=[1060, 1900, 1094, 1919]
table-cell: HSC passed bbox=[297, 297, 411, 327]
ad-signer: MD Jamaluddin bbox=[464, 1252, 545, 1265]
obituary-story bbox=[638, 1966, 825, 2186]
table-cell: টাঃ৩,১৯,২৩,৫২৫.২১ উদ্ধৃত দরের (দরপত্রে 'এ' অংশের প্রাক্কলিত ব্যয়)। bbox=[316, 1621, 445, 1677]
table-cell: Tk 100/- bbox=[1366, 1790, 1433, 1821]
ad-signer: ডঃ বজলুল মোবিন চৌধুরী bbox=[440, 1893, 584, 1910]
seerat-p4: Books received after due date will not be entertained, a hand out of Pakistan High Commission said here Thursday. bbox=[845, 2092, 1032, 2142]
table-cell: Tk 100/- bbox=[1366, 1735, 1433, 1754]
ad-title: পুনঃ দরপত্র বিজ্ঞপ্তি bbox=[1338, 1046, 1541, 1091]
item-text: Bangladesh based International Human Rights Organisation, Liberty International, has been invited in a study tour in the Philippines from May 26-31. The international study tour is organised by the Social Foundation of the UK. Its purpose is to bring personalities from around the world to study and share the experience of the core shelter project which provides typhoon resistance housing at low cost. bbox=[1443, 149, 1630, 321]
ad-ref: DFP(G)6843-3/5 bbox=[54, 532, 134, 544]
item-text: The central leaders of the Bangladesh Chhatra Union (BCU) Thursday in a statement denounced the attack on the union's Rangpur District Council Cultural Secretary Jewel by certain hoodlums of Jamaat Shibir bloc. BCU central council President Nasir-ud-Duza and General Secretary Ruhin Hossain Prince in their statement said no actions had been taken yet against them. The leaders called for a united movement against the Jamaat politics and demanded punitive actions against the terrorists. bbox=[1246, 149, 1431, 357]
envoy-headline: Chinese envoy meets Anwar bbox=[458, 415, 596, 465]
table-cell: Spare parts of Mitsubishi Truck bbox=[1216, 1821, 1366, 1851]
table-cell: Completion of the remaining works of 6th floor of front building of Khamarbari, Farmgate, Dhaka. bbox=[80, 977, 284, 1018]
table-cell: 1. bbox=[54, 297, 80, 327]
table-row bbox=[1060, 1900, 1616, 1919]
table-cell: 48,125/- bbox=[359, 977, 413, 1018]
ad-ref-code: G-536 bbox=[1059, 2073, 1092, 2086]
row-rule bbox=[638, 925, 1630, 926]
table-cell: Tk 3,000/- bbox=[1433, 1851, 1515, 1870]
table-cell: ২% bbox=[445, 1621, 506, 1677]
ad-intro: নিম্নে বর্ণিত কাজের জন্য শাহজালাল বিজ্ঞান ও প্রযুক্তি বিশ্ববিদ্যালয়ের ১৯৯২-৯৩ অর্থ বৎসরে তালিকাভুক্ত ঠিকাদারদের নিকট হতে দরপত্র আহবান করা যাচ্ছে। bbox=[57, 1555, 568, 1588]
ad-ministry: Ministry of Fisheries & Animal Resources bbox=[92, 131, 373, 147]
here-there-col-2 bbox=[1443, 133, 1630, 803]
table-row bbox=[1060, 1735, 1616, 1754]
seerat-story bbox=[845, 1711, 1032, 2142]
row-rule bbox=[42, 652, 629, 653]
table-header-row bbox=[58, 1599, 604, 1621]
ad-org: গণপ্রজাতন্ত্রী বাংলাদেশ সরকার bbox=[1328, 947, 1552, 968]
item-text: Bangladesh Jatiya Sahitya Sangsad and Nazrul Jatiya Smriti Sangsad jointly held a seminar on 'The contributions of Sher-e-Bangla in the politics of the subcontinent' in observance of the 30th death anniversary of Sher-e-Bangla A K Fazlul Haq Thursday. The seminar chaired by poet and researcher Shah Md Mattur Rahman was addressed among others, by Principal Dewan Mohammad Azraf as the chief guest and Advocate Nurul Huq Majumdar and Nahid Rokhsana as special guests. The seminar demanded establishment of Sher-e-Bangla Agricultural University at Patuakhali. bbox=[1246, 378, 1431, 611]
table-cell: 15(P/T) /92-93 bbox=[1094, 1772, 1216, 1790]
